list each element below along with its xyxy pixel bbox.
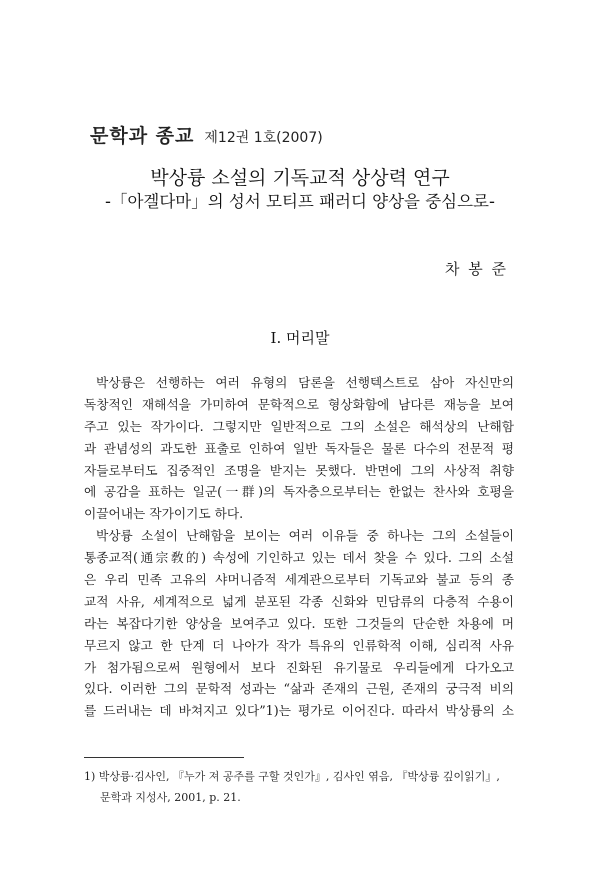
body-line: 무르지 않고 한 단계 더 나아가 작가 특유의 인류학적 이해, 심리적 사유 xyxy=(84,637,514,653)
body-line: 통종교적(通宗敎的) 속성에 기인하고 있는 데서 찾을 수 있다. 그의 소설 xyxy=(84,550,514,566)
body-line: 은 우리 민족 고유의 샤머니즘적 세계관으로부터 기독교와 불교 등의 종 xyxy=(84,572,514,588)
body-line: 박상륭은 선행하는 여러 유형의 담론을 선행텍스트로 삼아 자신만의 xyxy=(96,375,514,390)
body-line: 가 첨가됨으로써 원형에서 보다 진화된 유기물로 우리들에게 다가오고 xyxy=(84,659,514,675)
journal-name: 문학과 종교 xyxy=(90,125,195,147)
journal-issue: 제12권 1호(2007) xyxy=(204,130,323,146)
body-line: 이끌어내는 작가이기도 하다. xyxy=(84,506,244,522)
body-line: 과 관념성의 과도한 표출로 인하여 일반 독자들은 물론 다수의 전문적 평 xyxy=(84,440,514,456)
body-line: 를 드러내는 데 바쳐지고 있다”1)는 평가로 이어진다. 따라서 박상륭의 소 xyxy=(84,703,514,719)
body-text xyxy=(84,372,514,722)
journal-header xyxy=(90,121,323,148)
body-line: 박상륭 소설이 난해함을 보이는 여러 이유들 중 하나는 그의 소설들이 xyxy=(96,528,514,544)
body-line: 에 공감을 표하는 일군(一群)의 독자층으로부터는 한없는 찬사와 호평을 xyxy=(84,484,514,500)
footnote xyxy=(84,766,524,808)
body-line: 독창적인 재해석을 가미하여 문학적으로 형상화함에 남다른 재능을 보여 xyxy=(84,396,514,412)
article-author: 차 봉 준 xyxy=(444,260,508,278)
body-line: 자들로부터도 집중적인 조명을 받지는 못했다. 반면에 그의 사상적 취향 xyxy=(84,462,514,478)
footnote-line: 1) 박상륭·김사인, 『누가 져 공주를 구할 것인가』, 김사인 엮음, 『박상륭 깊이읽기』, xyxy=(84,770,500,783)
article-title: 박상륭 소설의 기독교적 상상력 연구 xyxy=(150,167,450,189)
body-line: 있다. 이러한 그의 문학적 성과는 “삶과 존재의 근원, 존재의 궁극적 비의 xyxy=(84,681,514,697)
body-line: 주고 있는 작가이다. 그렇지만 일반적으로 그의 소설은 해석상의 난해함 xyxy=(84,418,514,434)
body-line: 라는 복잡다기한 양상을 보여주고 있다. 또한 그것들의 단순한 차용에 머 xyxy=(84,615,514,631)
body-line: 교적 사유, 세계적으로 넓게 분포된 각종 신화와 민담류의 다층적 수용이 xyxy=(84,593,514,609)
footnote-divider xyxy=(84,757,244,758)
article-subtitle: -「아겔다마」의 성서 모티프 패러디 양상을 중심으로- xyxy=(105,192,495,211)
section-heading: I. 머리말 xyxy=(270,329,330,347)
footnote-line: 문학과 지성사, 2001, p. 21. xyxy=(100,791,241,804)
